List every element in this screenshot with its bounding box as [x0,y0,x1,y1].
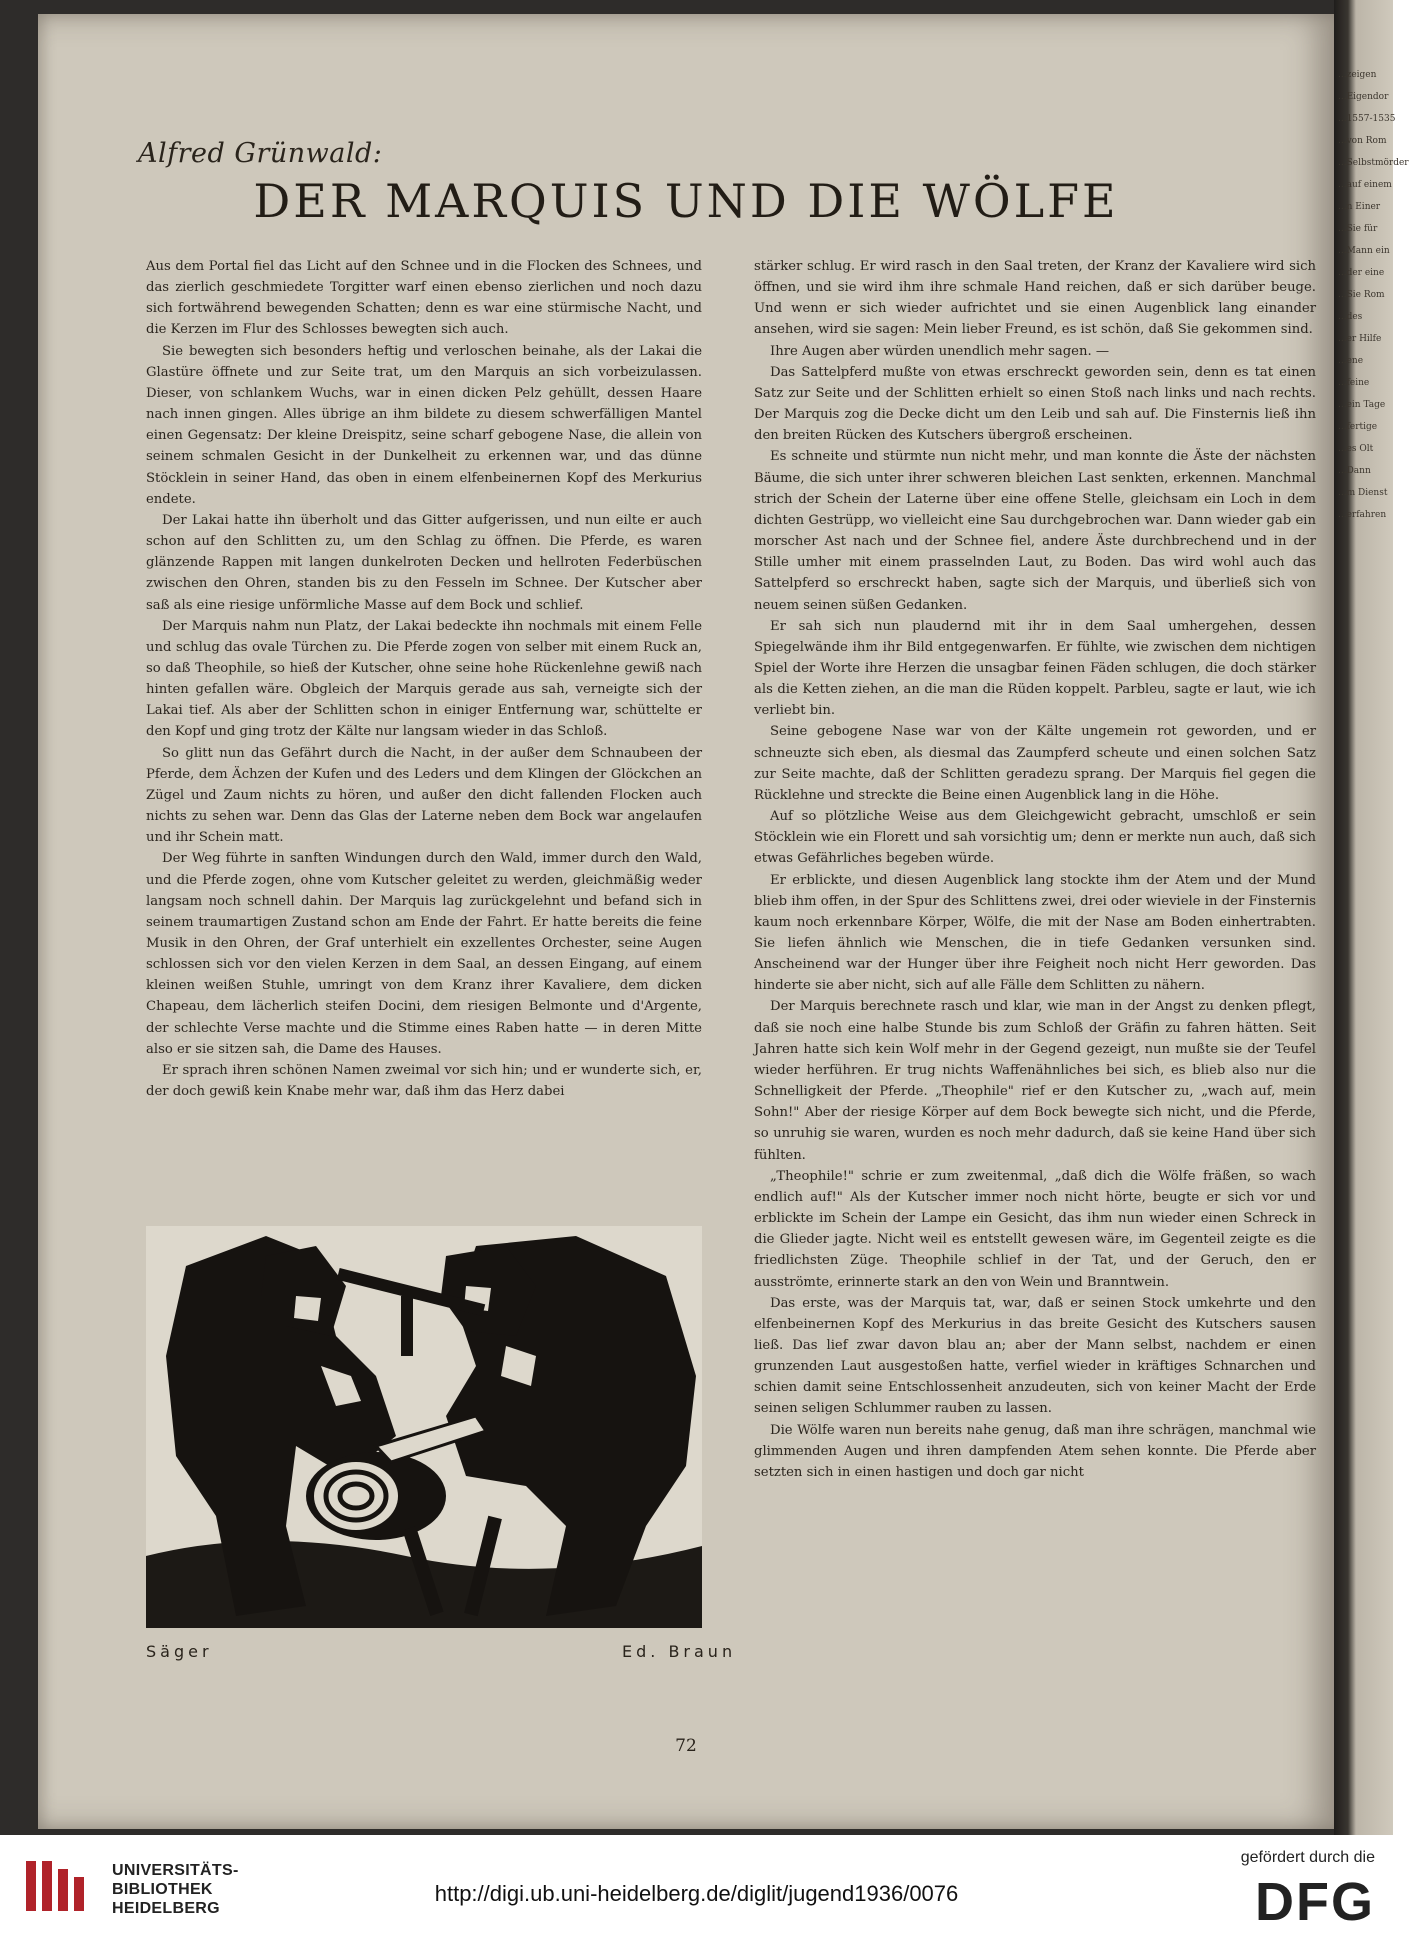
paragraph: Der Lakai hatte ihn überholt und das Gitter aufgerissen, und nun eilte er auch schon auf den Schlitten zu, um den Schlag zu öffnen. Die Pferde, es waren glänzende Rappen mit langen dunkelroten Decken und hellroten Federbüschen zwischen den Ohren, standen bis zu den Fesseln im Schnee. Der Kutscher aber saß als eine riesige unförmliche Masse auf dem Bock und schlief. [146,512,702,613]
paragraph: Seine gebogene Nase war von der Kälte ungemein rot geworden, und er schneuzte sich eben, als diesmal das Zaumpferd scheute und einen solchen Satz zur Seite machte, daß der Schlitten geradezu sprang. Der Marquis fiel gegen die Rücklehne und streckte die Beine einen Augenblick lang in die Höhe. [754,724,1316,803]
adjacent-page-fragment: ...erfahren [1338,510,1387,520]
adjacent-page-fragment: ...m Dienst [1338,488,1388,498]
paragraph: So glitt nun das Gefährt durch die Nacht, in der außer dem Schnaubeen der Pferde, dem Ächzen der Kufen und des Leders und dem Klingen der Glöckchen an Zügel und Zaum nichts zu hören, und außer den dicht fallenden Flocken auch nichts zu sehen war. Denn das Glas der Laterne neben dem Bock war angelaufen und ihr Schein matt. [146,745,702,846]
sawyers-woodcut [146,1226,702,1628]
paragraph: Der Marquis berechnete rasch und klar, wie man in der Angst zu denken pflegt, daß sie noch eine halbe Stunde bis zum Schloß der Gräfin zu fahren hätten. Seit Jahren hatte sich kein Wolf mehr in der Gegend gezeigt, nun mußte sie der Teufel wieder herführen. Er trug nichts Waffenähnliches bei sich, es blieb also nur die Schnelligkeit der Pferde. „Theophile" rief er den Kutscher zu, „wach auf, mein Sohn!" Aber der riesige Körper auf dem Bock bewegte sich nicht, und die Pferde, so unruhig sie waren, wurden es noch mehr dadurch, daß sie keine Hand über sich fühlten. [754,999,1316,1163]
paragraph: Der Marquis nahm nun Platz, der Lakai bedeckte ihn nochmals mit einem Felle und schlug das ovale Türchen zu. Die Pferde zogen von selber mit einem Ruck an, so daß Theophile, so hieß der Kutscher, ohne seine hohe Rückenlehne gewiß nach hinten gefallen wäre. Obgleich der Marquis gerade aus sah, verneigte sich der Lakai tief. Als aber der Schlitten schon in einiger Entfernung war, schüttelte er den Kopf und ging trotz der Kälte nur langsam wieder in das Schloß. [146,618,702,740]
adjacent-page-fragment: ...Mann ein [1338,246,1390,256]
adjacent-page-fragment: ...des [1338,312,1363,322]
paragraph: Er sprach ihren schönen Namen zweimal vor sich hin; und er wunderte sich, er, der doch gewiß kein Knabe mehr war, daß ihm das Herz dabei [146,1062,702,1100]
paragraph: Es schneite und stürmte nun nicht mehr, und man konnte die Äste der nächsten Bäume, die sich unter ihrer schweren bleichen Last senkten, erkennen. Manchmal strich der Schein der Laterne über eine offene Stelle, gleichsam ein Loch in dem dichten Gestrüpp, wo vielleicht eine Sau durchgebrochen war. Dann wieder gab ein morscher Ast nach und der Schnee fiel, andere Äste durchbrechend und in der Stille umher mit einem prasselnden Laut, zu Boden. Das wird wohl auch das Sattelpferd so erschreckt haben, sagte sich der Marquis, und überließ sich von neuem seinen süßen Gedanken. [754,449,1316,613]
adjacent-page-fragment: ...ein Tage [1338,400,1386,410]
adjacent-page-fragment: ...Sie für [1338,224,1378,234]
left-text-column [146,256,702,1102]
paragraph: Der Weg führte in sanften Windungen durch den Wald, immer durch den Wald, und die Pferde zogen, ohne vom Kutscher geleitet zu werden, gleichmäßig weder langsam noch schnell dahin. Der Marquis lag zurückgelehnt und befand sich in seinem traumartigen Zustand schon am Ende der Fahrt. Er hatte bereits die feine Musik in den Ohren, der Graf unterhielt ein exzellentes Orchester, seine Augen schlossen sich vor den vielen Kerzen in dem Saal, an dessen Eingang, auf einem kleinen weißen Stuhle, umringt von dem Kranz ihrer Kavaliere, dem dicken Chapeau, dem lächerlich steifen Docini, dem riesigen Belmonte und d'Argente, der schlechte Verse machte und die Stimme eines Raben hatte — in deren Mitte also er sie sitzen sah, die Dame des Hauses. [146,851,702,1057]
magazine-page [38,14,1334,1829]
woodcut-illustration [146,1226,702,1628]
funding-note: gefördert durch die [1240,1849,1375,1866]
adjacent-page-fragment: ...es Olt [1338,444,1374,454]
paragraph: Er sah sich nun plaudernd mit ihr in dem Saal umhergehen, dessen Spiegelwände ihm ihr Bild entgegenwarfen. Er fühlte, wie zwischen dem nichtigen Spiel der Worte ihre Herzen die unsagbar feinen Fäden schlugen, die doch stärker als die Ketten ziehen, an die man die Rüden koppelt. Parbleu, sagte er laut, wie ich verliebt bin. [754,618,1316,719]
adjacent-page-fragment: ...von Rom [1338,136,1387,146]
article-author: Alfred Grünwald: [138,138,383,169]
adjacent-page-fragment: ...n Einer [1338,202,1381,212]
adjacent-page-fragment: ...auf einem [1338,180,1392,190]
paragraph: stärker schlug. Er wird rasch in den Saal treten, der Kranz der Kavaliere wird sich öffnen, und sie wird ihm ihre schmale Hand reichen, daß er sich darüber beuge. Und wenn er sich wieder aufrichtet und sie einen Augenblick lang einander ansehen, wird sie sagen: Mein lieber Freund, es ist schön, daß Sie gekommen sind. [754,259,1316,338]
adjacent-page-fragment: ...zeigen [1338,70,1377,80]
paragraph: Ihre Augen aber würden unendlich mehr sagen. — [770,343,1110,359]
paragraph: Sie bewegten sich besonders heftig und verloschen beinahe, als der Lakai die Glastüre öffnete und zur Seite trat, um den Marquis an sich vorbeizulassen. Dieser, von schlankem Wuchs, war in einen dicken Pelz gehüllt, dessen Haare nach innen gingen. Alles übrige an ihm bildete zu diesem schwerfälligen Mantel einen Gegensatz: Der kleine Dreispitz, seine scharf gebogene Nase, die allein von seinem schmalen Gesicht in der Dunkelheit zu erkennen war, und das dünne Stöcklein in seiner Hand, das oben in einem elfenbeinernen Kopf des Merkurius endete. [146,343,702,507]
digitization-footer [0,1835,1393,1941]
paragraph: Er erblickte, und diesen Augenblick lang stockte ihm der Atem und der Mund blieb ihm offen, in der Spur des Schlittens zwei, drei oder wieviele in der Finsternis kaum noch erkennbare Körper, Wölfe, die mit der Nase am Boden einhertrabten. Sie liefen ähnlich wie Menschen, die in tiefe Gedanken versunken sind. Anscheinend war der Hunger über ihre Feigheit noch nicht Herr geworden. Das hinderte sie aber nicht, sich auf alle Fälle dem Schlitten zu nähern. [754,872,1316,994]
adjacent-page-fragment: ...der eine [1338,268,1385,278]
page-number: 72 [675,1736,697,1756]
adjacent-page-fragment: ...fertige [1338,422,1378,432]
dfg-logo: DFG [1255,1872,1375,1932]
library-name: UNIVERSITÄTS- BIBLIOTHEK HEIDELBERG [112,1862,239,1917]
adjacent-page-fragment: ...Eigendor [1338,92,1389,102]
paragraph: Auf so plötzliche Weise aus dem Gleichgewicht gebracht, umschloß er sein Stöcklein wie ein Florett und sah vorsichtig um; denn er merkte nun auch, daß sich etwas Gefährliches begeben würde. [754,809,1316,867]
article-title: DER MARQUIS UND DIE WÖLFE [253,174,1119,228]
paragraph: Das erste, was der Marquis tat, war, daß er seinen Stock umkehrte und den elfenbeinernen Kopf des Merkurius in das breite Gesicht des Kutschers sausen ließ. Das lief zwar davon blau an; aber der Mann selbst, nachdem er einen grunzenden Laut ausgestoßen hatte, verfiel wieder in kräftiges Schnarchen und schien damit seine Entschlossenheit anzudeuten, sich von keiner Macht der Erde seinen seligen Schlummer rauben zu lassen. [754,1295,1316,1417]
paragraph: Aus dem Portal fiel das Licht auf den Schnee und in die Flocken des Schnees, und das zierlich geschmiedete Torgitter warf einen ebenso zierlichen und noch dazu sich fortwährend bewegenden Schatten; denn es war eine stürmische Nacht, und die Kerzen im Flur des Schlosses bewegten sich auch. [146,259,702,338]
adjacent-page-fragment: ...Dann [1338,466,1371,476]
adjacent-page-fragment: ...Sie Rom [1338,290,1385,300]
adjacent-page-fragment: ...ene [1338,356,1364,366]
source-url-link[interactable]: http://digi.ub.uni-heidelberg.de/diglit/jugend1936/0076 [434,1881,959,1906]
right-text-column [754,256,1316,1483]
illustration-title: Säger [146,1642,213,1661]
paragraph: „Theophile!" schrie er zum zweitenmal, „daß dich die Wölfe fräßen, so wach endlich auf!" Als der Kutscher immer noch nicht hörte, beugte er sich vor und erblickte im Schein der Lampe ein Gesicht, das ihm nun wieder einen Schreck in die Glieder jagte. Nicht weil es entstellt gewesen wäre, im Gegenteil zeigte es die friedlichsten Züge. Theophile schlief in der Tat, und der Geruch, den er ausströmte, erinnerte stark an den von Wein und Branntwein. [754,1168,1316,1290]
paragraph: Das Sattelpferd mußte von etwas erschreckt geworden sein, denn es tat einen Satz zur Seite und der Schlitten erhielt so einen Stoß nach links und nach rechts. Der Marquis zog die Decke dicht um den Leib und sah auf. Die Finsternis ließ ihn den breiten Rücken des Kutschers übergroß erscheinen. [754,364,1316,444]
paragraph: Die Wölfe waren nun bereits nahe genug, daß man ihre schrägen, manchmal wie glimmenden Augen und ihren dampfenden Atem sehen konnte. Die Pferde aber setzten sich in einen hastigen und doch gar nicht [754,1422,1316,1480]
adjacent-page-fragment: ...feine [1338,378,1370,388]
adjacent-page-fragment: ...Selbstmörder [1338,158,1409,168]
adjacent-page-fragment: ...1557-1535 [1338,114,1396,124]
adjacent-page-fragment: ...er Hilfe [1338,334,1382,344]
illustration-artist: Ed. Braun [622,1642,737,1661]
